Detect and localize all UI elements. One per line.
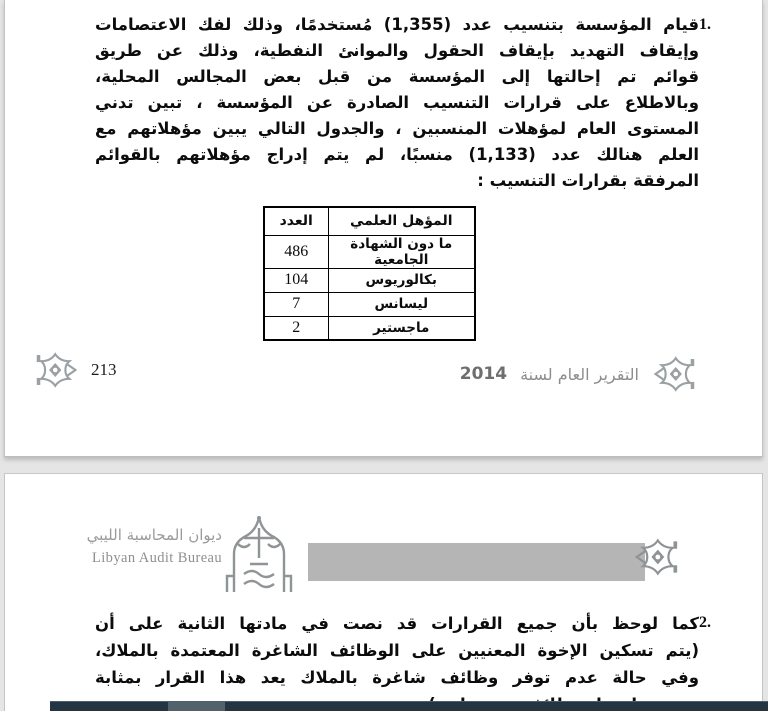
- paragraph-line: قيام المؤسسة بتنسيب عدد (1,355) مُستخدمًا، وذلك لفك الاعتصامات: [95, 15, 699, 34]
- cell-count: 104: [264, 268, 328, 292]
- page-1-footer: [5, 349, 762, 397]
- paragraph-line: المستوى العام لمؤهلات المنسبين ، والجدول التالي يبين مؤهلاتهم مع: [95, 119, 699, 138]
- paragraph-1: [95, 12, 711, 194]
- footer-report-title-group: [460, 353, 696, 395]
- header-gray-bar: [308, 543, 645, 581]
- table-row: [264, 316, 475, 340]
- audit-bureau-logo-icon: [222, 516, 296, 592]
- cell-qualification: بكالوريوس: [328, 268, 475, 292]
- cell-qualification: ليسانس: [328, 292, 475, 316]
- arabesque-ornament-icon: [633, 533, 679, 581]
- paragraph-2: [95, 610, 711, 711]
- arabesque-ornament-icon: [652, 353, 696, 395]
- audit-bureau-logo-text: [86, 526, 223, 567]
- paragraph-line: كما لوحظ بأن جميع القرارات قد نصت في مادتها الثانية على أن: [95, 614, 699, 633]
- cell-count: 7: [264, 292, 328, 316]
- table-row: [264, 292, 475, 316]
- paragraph-1-number: 1.: [699, 16, 711, 33]
- page-number: 213: [91, 360, 117, 379]
- report-title: التقرير العام لسنة: [520, 364, 639, 384]
- cell-count: 486: [264, 235, 328, 268]
- paragraph-line: (يتم تسكين الإخوة المعنيين على الوظائف الشاغرة المعتمدة بالملاك،: [95, 641, 699, 660]
- qualifications-table: [263, 206, 476, 341]
- arabesque-ornament-icon: [35, 349, 79, 391]
- paragraph-line: وإيقاف التهديد بإيقاف الحقول والموانئ النفطية، وذلك عن طريق: [95, 41, 699, 60]
- taskbar-active-segment[interactable]: [168, 702, 225, 711]
- taskbar-edge[interactable]: [50, 701, 768, 711]
- cell-count: 2: [264, 316, 328, 340]
- paragraph-line: وبالاطلاع على قرارات التنسيب الصادرة عن المؤسسة ، تبين تدني: [95, 93, 699, 112]
- table-header-qualification: المؤهل العلمي: [328, 207, 475, 235]
- paragraph-line: وفي حالة عدم توفر وظائف شاغرة بالملاك يعد هذا القرار بمثابة: [95, 668, 699, 687]
- logo-name-arabic: ديوان المحاسبة الليبي: [86, 526, 222, 544]
- logo-name-english: Libyan Audit Bureau: [92, 550, 223, 566]
- table-header-row: [264, 207, 475, 235]
- paragraph-line: العلم هنالك عدد (1,133) منسبًا، لم يتم إدراج مؤهلاتهم بالقوائم: [95, 145, 699, 164]
- document-page-2: [4, 473, 763, 711]
- table-row: [264, 235, 475, 268]
- paragraph-line: المرفقة بقرارات التنسيب :: [477, 171, 699, 190]
- cell-qualification: ما دون الشهادة الجامعية: [328, 235, 475, 268]
- cell-qualification: ماجستير: [328, 316, 475, 340]
- table-row: [264, 268, 475, 292]
- report-year: 2014: [459, 364, 508, 384]
- paragraph-line: قوائم تم إحالتها إلى المؤسسة من قبل بعض المجالس المحلية،: [95, 67, 699, 86]
- table-header-count: العدد: [264, 207, 328, 235]
- paragraph-2-number: 2.: [699, 614, 711, 631]
- document-page-1: [4, 0, 763, 457]
- footer-page-number-group: [35, 349, 117, 391]
